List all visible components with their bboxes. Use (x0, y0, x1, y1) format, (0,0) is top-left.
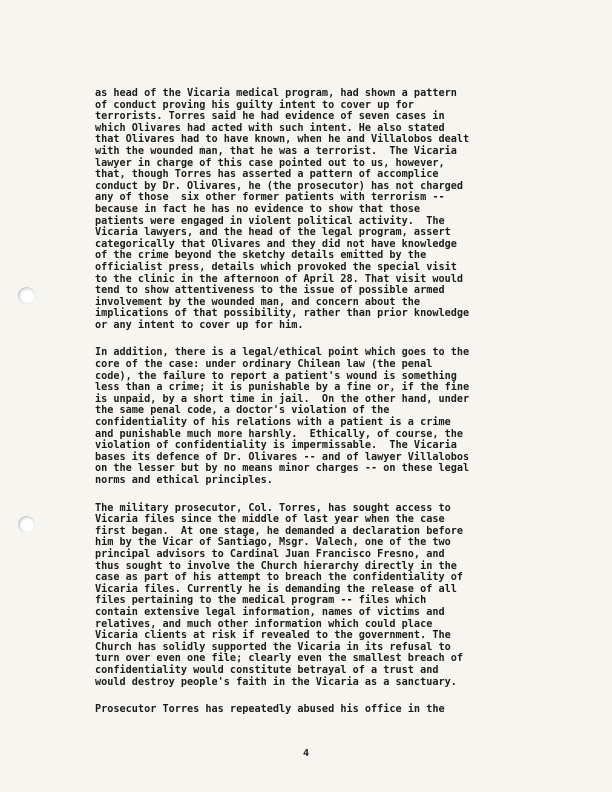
paragraph: Prosecutor Torres has repeatedly abused his office in the (95, 704, 445, 716)
body-text (95, 88, 545, 732)
punch-hole (18, 516, 35, 533)
punch-hole (18, 287, 35, 304)
paragraph: The military prosecutor, Col. Torres, has sought access to Vicaria files since the middle of last year when the case first began. At one stage, he demanded a declaration before him by the Vicar of Santiago, Msgr. Valech, one of the two principal advisors to Cardinal Juan Francisco Fresno, and thus sought to involve the Church hierarchy directly in the case as part of his attempt to breach the confidentiality of Vicaria files. Currently he is demanding the release of all files pertaining to the medical program -- files which contain extensive legal information, names of victims and relatives, and much other information which could place Vicaria clients at risk if revealed to the government. The Church has solidly supported the Vicaria in its refusal to turn over even one file; clearly even the smallest breach of confidentiality would constitute betrayal of a trust and would destroy people's faith in the Vicaria as a sanctuary. (95, 502, 464, 688)
page-number: 4 (302, 748, 310, 759)
paragraph: In addition, there is a legal/ethical point which goes to the core of the case: under ordinary Chilean law (the penal code), the failure to report a patient's wound is something less than a crime; it is punishable by a fine or, if the fine is unpaid, by a short time in jail. On the other hand, under the same penal code, a doctor's violation of the confidentiality of his relations with a patient is a crime and punishable much more harshly. Ethically, of course, the violation of confidentiality is impermissable. The Vicaria bases its defence of Dr. Olivares -- and of lawyer Villalobos on the lesser but by no means minor charges -- on these legal norms and ethical principles. (95, 347, 470, 486)
paragraph: as head of the Vicaria medical program, had shown a pattern of conduct proving his guilty intent to cover up for terrorists. Torres said he had evidence of seven cases in which Olivares had acted with such intent. He also stated that Olivares had to have known, when he and Villalobos dealt with the wounded man, that he was a terrorist. The Vicaria lawyer in charge of this case pointed out to us, however, that, though Torres has asserted a pattern of accomplice conduct by Dr. Olivares, he (the prosecutor) has not charged any of those six other former patients with terrorism -- because in fact he has no evidence to show that those patients were engaged in violent political activity. The Vicaria lawyers, and the head of the legal program, assert categorically that Olivares and they did not have knowledge of the crime beyond the sketchy details emitted by the officialist press, details which provoked the special visit to the clinic in the afternoon of April 28. That visit would tend to show attentiveness to the issue of possible armed involvement by the wounded man, and concern about the implications of that possibility, rather than prior knowledge or any intent to cover up for him. (95, 88, 470, 331)
